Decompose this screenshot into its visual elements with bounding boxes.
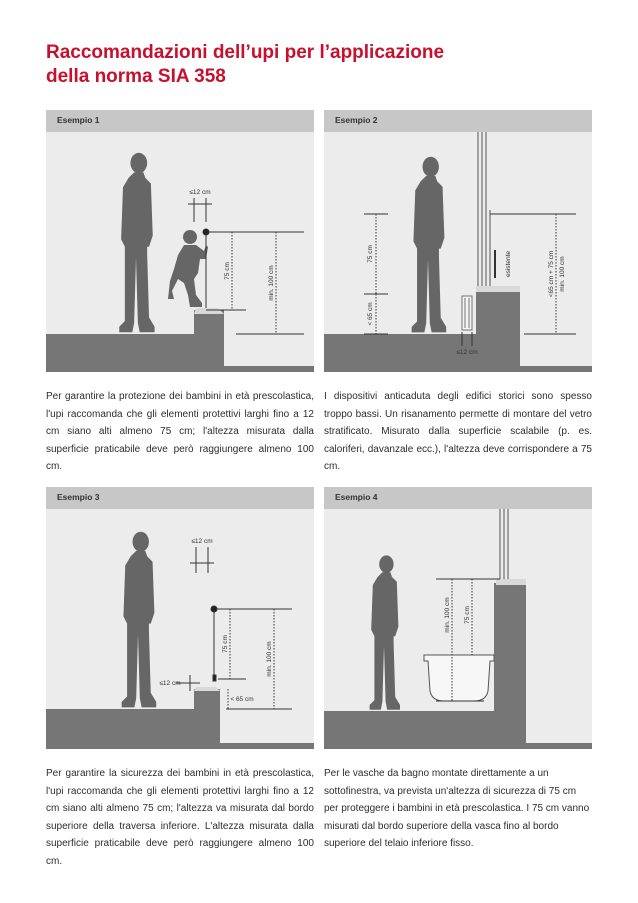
- example-3-caption: Per garantire la sicurezza dei bambini in età prescolastica, l'upi raccomanda che gli elementi protettivi larghi fino a 12 cm siano alti almeno 75 cm; l'altezza va misurata dal bordo superiore della traversa inferiore. L'altezza misurata dalla superficie praticabile deve però raggiungere almeno 100 cm.: [46, 768, 314, 867]
- adult-figure: [370, 555, 400, 709]
- step-top: [194, 687, 220, 691]
- page-title: [46, 41, 606, 89]
- floor-and-wall: [324, 290, 592, 372]
- step-top: [194, 308, 224, 314]
- railing-and-dimensions: [176, 547, 292, 709]
- floor-and-step: [46, 310, 314, 372]
- adult-figure: [122, 532, 157, 708]
- example-1-panel: [46, 110, 314, 372]
- example-4-heading: Esempio 4: [335, 492, 378, 502]
- bathtub: [424, 655, 494, 701]
- sill: [476, 286, 520, 292]
- adult-figure: [119, 153, 154, 332]
- example-3-illustration: [46, 487, 314, 749]
- dim-gap-label: ≤12 cm: [456, 349, 478, 356]
- example-1-heading: Esempio 1: [57, 115, 100, 125]
- existing-railing: [494, 250, 496, 278]
- dim-75-label: 75 cm: [464, 606, 471, 624]
- dim-100-label: min. 100 cm: [266, 641, 273, 677]
- adult-figure: [412, 157, 447, 333]
- page-title-line-2: della norma SIA 358: [46, 66, 226, 87]
- dim-100-label: min. 100 cm: [444, 597, 451, 633]
- dim-gap-top-label: ≤12 cm: [191, 538, 213, 545]
- dim-100-label: min. 100 cm: [559, 256, 566, 292]
- example-2-panel: [324, 110, 592, 372]
- dim-75-label: 75 cm: [224, 262, 231, 280]
- example-3-heading: Esempio 3: [57, 492, 100, 502]
- radiator-icon: [462, 296, 472, 330]
- example-2-caption: I dispositivi anticaduta degli edifici storici sono spesso troppo bassi. Un risanamento permette di montare del vetro stratificato. Misurato dalla superficie scalabile (p. es. caloriferi, davanzale ecc.), l'altezza deve corrispondere a 75 cm.: [324, 391, 592, 472]
- existing-label: esistente: [505, 250, 512, 278]
- dim-gap-label: ≤12 cm: [189, 189, 211, 196]
- dim-gap-low-label: ≤12 cm: [159, 680, 181, 687]
- dim-75-label: 75 cm: [222, 635, 229, 653]
- example-4-caption: Per le vasche da bagno montate direttamente a un sottofinestra, va prevista un'altezza di sicurezza di 75 cm per proteggere i bambini in età prescolastica. I 75 cm vanno misurati dal bordo superiore della vasca fino al bordo superiore del telaio inferiore fisso.: [324, 768, 590, 849]
- floor-and-step: [46, 689, 314, 749]
- example-2-illustration: [324, 110, 592, 372]
- dim-65-label: < 65 cm: [230, 696, 254, 703]
- example-2-heading: Esempio 2: [335, 115, 378, 125]
- child-figure: [168, 230, 208, 307]
- sill: [496, 579, 526, 585]
- example-1-illustration: [46, 110, 314, 372]
- example-4-panel: [324, 487, 592, 749]
- example-4-illustration: [324, 487, 592, 749]
- dim-100-label: min. 100 cm: [268, 265, 275, 301]
- dim-65-label: < 65 cm: [367, 302, 374, 326]
- dim-65-75-label: <65 cm + 75 cm: [548, 250, 555, 298]
- window-frame: [500, 509, 508, 579]
- page-title-line-1: Raccomandazioni dell’upi per l’applicazione: [46, 42, 445, 63]
- example-3-panel: [46, 487, 314, 749]
- dim-75-label: 75 cm: [367, 245, 374, 263]
- example-1-caption: Per garantire la protezione dei bambini in età prescolastica, l'upi raccomanda che gli elementi protettivi larghi fino a 12 cm siano alti almeno 75 cm; l'altezza misurata dalla superficie praticabile deve però raggiungere almeno 100 cm.: [46, 391, 314, 472]
- window-frame: [478, 132, 490, 286]
